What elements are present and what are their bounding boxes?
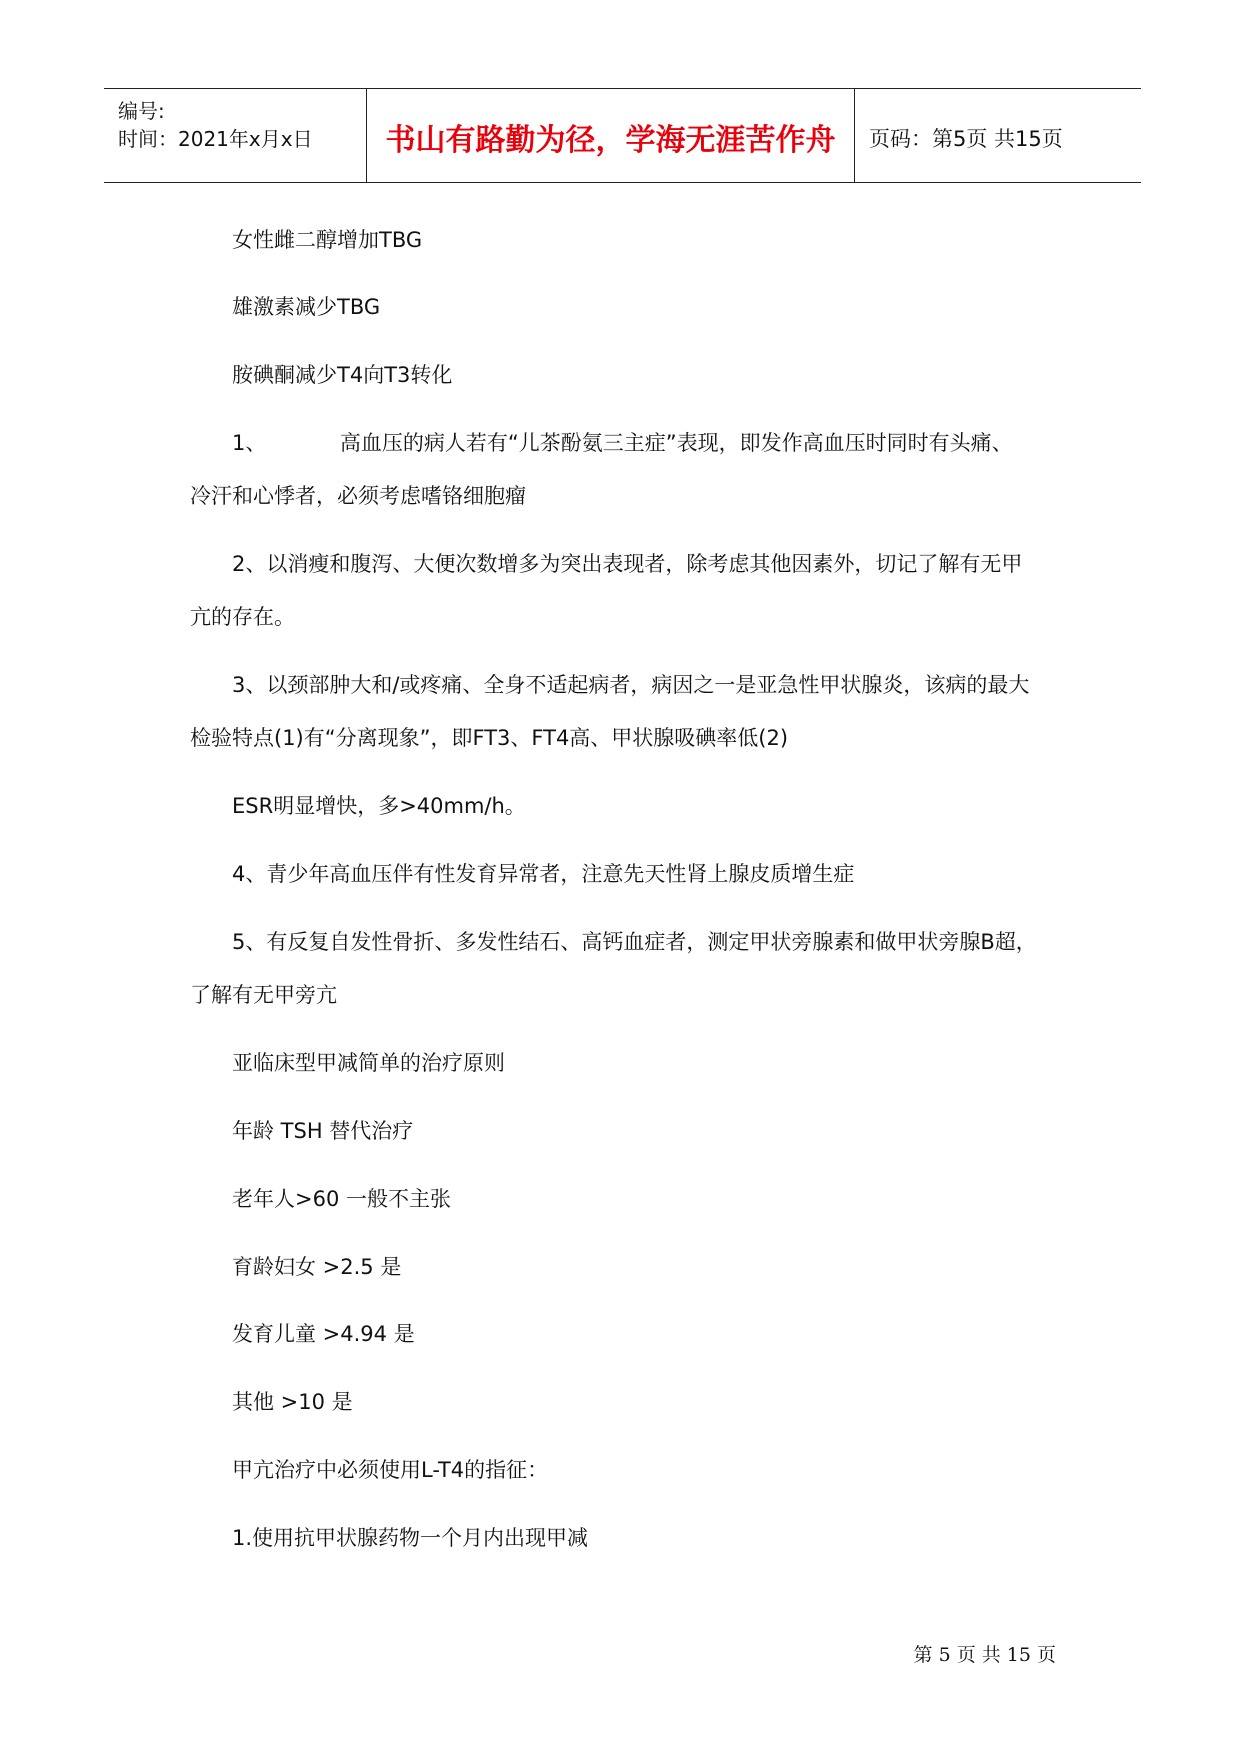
header-motto-cell [367,89,855,182]
paragraph: 2、以消瘦和腹泻、大便次数增多为突出表现者，除考虑其他因素外，切记了解有无甲 [232,552,1023,576]
paragraph: 了解有无甲旁亢 [190,983,337,1007]
paragraph: ESR明显增快，多>40mm/h。 [232,794,526,818]
header-page-number: 页码：第5页 共15页 [869,127,1063,151]
header-motto: 书山有路勤为径，学海无涯苦作舟 [385,123,836,158]
paragraph: 老年人>60 一般不主张 [232,1187,451,1211]
document-time-label: 时间：2021年x月x日 [118,127,313,151]
paragraph: 检验特点(1)有“分离现象”，即FT3、FT4高、甲状腺吸碘率低(2) [190,726,789,750]
header-page-cell [855,89,1141,182]
paragraph: 3、以颈部肿大和/或疼痛、全身不适起病者，病因之一是亚急性甲状腺炎，该病的最大 [232,673,1030,697]
paragraph: 女性雌二醇增加TBG [232,228,423,252]
paragraph: 胺碘酮减少T4向T3转化 [232,363,453,387]
paragraph: 年龄 TSH 替代治疗 [232,1119,414,1143]
paragraph: 发育儿童 >4.94 是 [232,1322,415,1346]
paragraph: 冷汗和心悸者，必须考虑嗜铬细胞瘤 [190,484,526,508]
paragraph: 育龄妇女 >2.5 是 [232,1255,402,1279]
paragraph: 5、有反复自发性骨折、多发性结石、高钙血症者，测定甲状旁腺素和做甲状旁腺B超， [232,930,1037,954]
paragraph: 甲亢治疗中必须使用L-T4的指征： [232,1458,549,1482]
paragraph: 4、青少年高血压伴有性发育异常者，注意先天性肾上腺皮质增生症 [232,862,855,886]
paragraph: 1.使用抗甲状腺药物一个月内出现甲减 [232,1526,589,1550]
document-number-label: 编号: [118,99,165,123]
header-info-cell [104,89,367,182]
paragraph: 亚临床型甲减简单的治疗原则 [232,1051,505,1075]
document-header [104,88,1141,183]
paragraph: 其他 >10 是 [232,1390,353,1414]
page-footer: 第 5 页 共 15 页 [913,1644,1056,1666]
paragraph: 亢的存在。 [190,605,295,629]
paragraph: 1、 高血压的病人若有“儿茶酚氨三主症”表现，即发作高血压时同时有头痛、 [232,431,1013,455]
paragraph: 雄激素减少TBG [232,295,381,319]
